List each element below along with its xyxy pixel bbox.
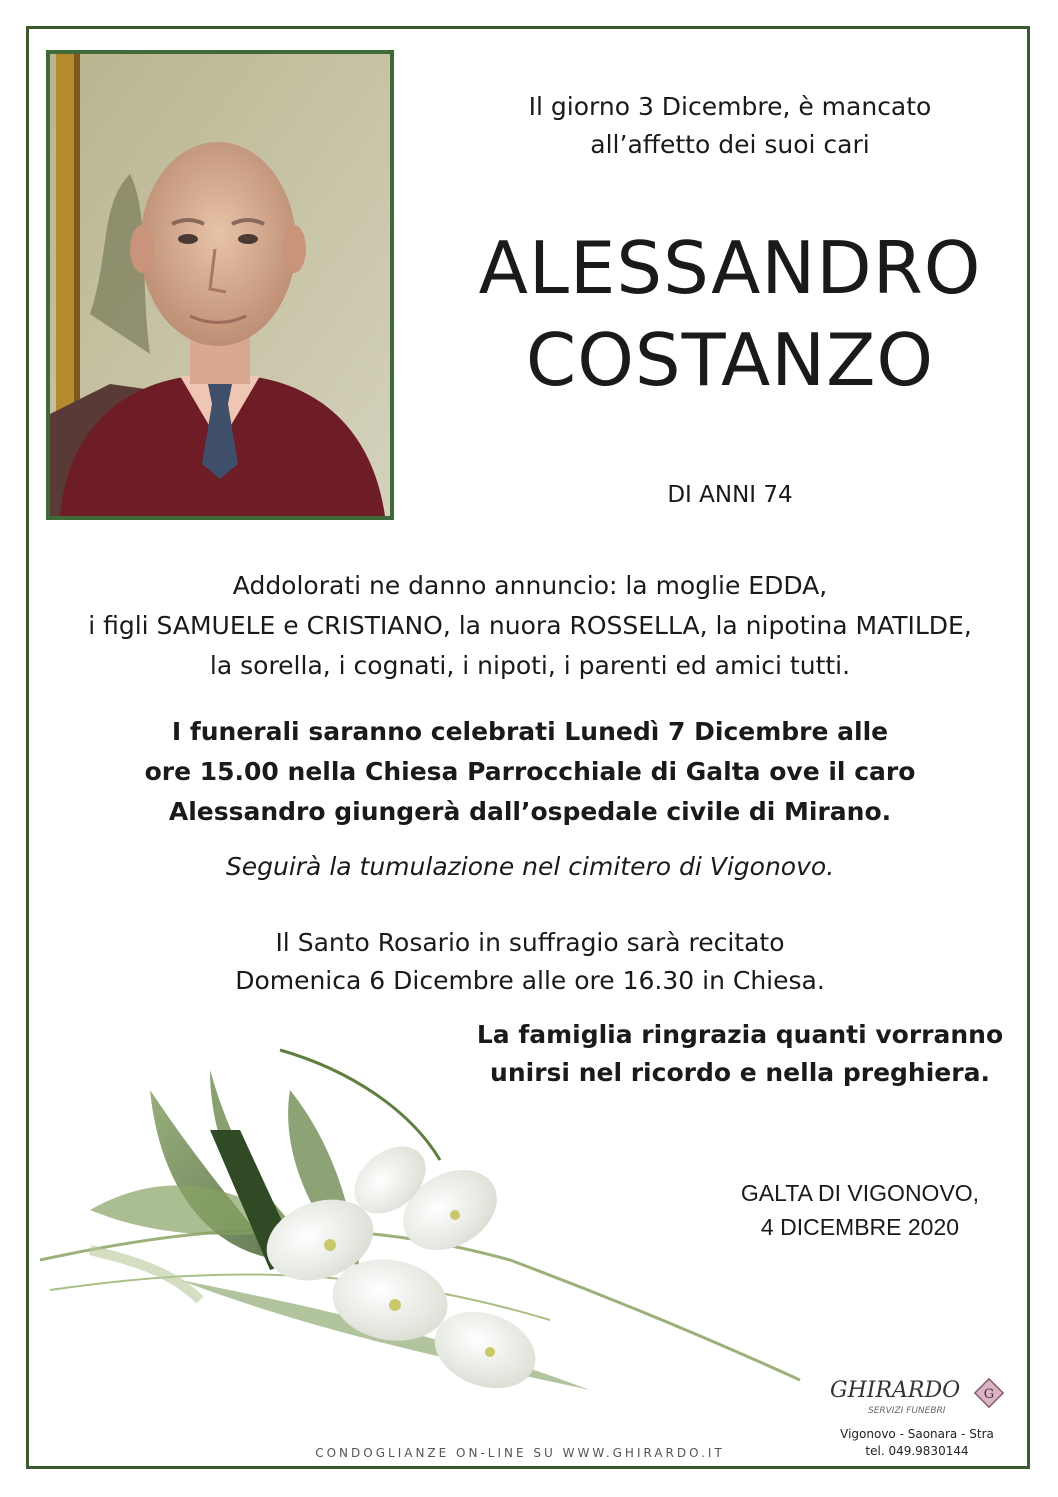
portrait-photo: [46, 50, 394, 520]
funeral-line-1: I funerali saranno celebrati Lunedì 7 Dicembre alle: [171, 717, 889, 746]
logo-address: [812, 1426, 1022, 1460]
rosary-info: [30, 924, 1030, 1000]
condolences-footer: CONDOGLIANZE ON-LINE SU WWW.GHIRARDO.IT: [315, 1446, 725, 1460]
logo-phone: tel. 049.9830144: [865, 1444, 969, 1458]
deceased-name: [410, 222, 1050, 406]
thanks-text: [470, 1016, 1010, 1092]
announce-line-1: Addolorati ne danno annuncio: la moglie EDDA,: [232, 571, 828, 600]
thanks-line-1: La famiglia ringrazia quanti vorranno: [476, 1020, 1004, 1049]
announce-line-2: i figli SAMUELE e CRISTIANO, la nuora ROSSELLA, la nipotina MATILDE,: [88, 611, 972, 640]
logo-subtitle: SERVIZI FUNEBRI: [868, 1406, 946, 1416]
rosary-line-2: Domenica 6 Dicembre alle ore 16.30 in Chiesa.: [235, 966, 825, 995]
announce-line-3: la sorella, i cognati, i nipoti, i parenti ed amici tutti.: [209, 651, 851, 680]
burial-info: Seguirà la tumulazione nel cimitero di Vigonovo.: [225, 852, 835, 881]
logo-mark-letter: G: [983, 1387, 995, 1402]
age-text: DI ANNI 74: [667, 482, 793, 508]
logo-locations: Vigonovo - Saonara - Stra: [840, 1427, 994, 1441]
intro-line-2: all’affetto dei suoi cari: [590, 130, 870, 159]
funeral-line-3: Alessandro giungerà dall’ospedale civile di Mirano.: [168, 797, 892, 826]
last-name: COSTANZO: [525, 318, 935, 402]
rosary-line-1: Il Santo Rosario in suffragio sarà recitato: [275, 928, 785, 957]
logo-diamond-icon: [972, 1376, 1006, 1410]
logo-name: GHIRARDO: [830, 1378, 961, 1403]
place-date: [700, 1176, 1020, 1244]
funeral-info: [30, 712, 1030, 832]
place: GALTA DI VIGONOVO,: [740, 1180, 980, 1206]
announcement: [30, 566, 1030, 686]
funeral-line-2: ore 15.00 nella Chiesa Parrocchiale di Galta ove il caro: [144, 757, 916, 786]
thanks-line-2: unirsi nel ricordo e nella preghiera.: [490, 1058, 990, 1087]
intro-text: [420, 88, 1040, 164]
first-name: ALESSANDRO: [478, 226, 982, 310]
date: 4 DICEMBRE 2020: [760, 1214, 960, 1240]
intro-line-1: Il giorno 3 Dicembre, è mancato: [528, 92, 932, 121]
